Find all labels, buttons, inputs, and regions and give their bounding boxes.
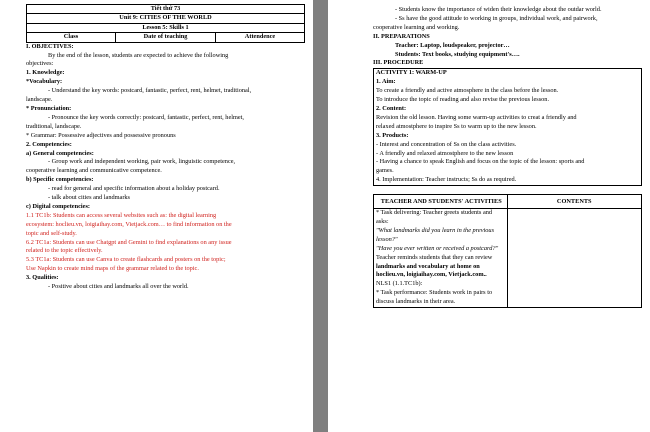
text-line: - Positive about cities and landmarks all over the world. (48, 283, 189, 291)
document-page-left (0, 0, 313, 432)
text-line: - talk about cities and landmarks (48, 194, 131, 202)
digital-competency-line: Use Napkin to create mind maps of the grammar related to the topic. (26, 265, 199, 273)
document-page-right (328, 0, 650, 432)
pronunciation-heading: * Pronunciation: (26, 104, 72, 112)
activities-table-body (373, 209, 642, 308)
text-line: - read for general and specific information about a holiday postcard. (48, 185, 220, 193)
implementation-line: 4. Implementation: Teacher instructs; Ss do as required. (376, 176, 517, 184)
digital-competency-line: related to the topic effectively. (26, 247, 103, 255)
text-line: - Ss have the good attitude to working in groups, individual work, and pairwork, (395, 14, 598, 22)
grammar-line: * Grammar: Possessive adjectives and possessive pronouns (26, 131, 176, 139)
lesson-cell: Lesson 5: Skills 1 (27, 23, 305, 32)
text-line: Revision the old lesson. Having some warm-up activities to creat a friendly and (376, 113, 577, 121)
text-line: landscape. (26, 96, 53, 104)
contents-cell (508, 209, 642, 307)
contents-header: CONTENTS (556, 198, 592, 206)
procedure-heading: III. PROCEDURE (373, 59, 424, 67)
task-line: Teacher reminds students that they can review (376, 253, 493, 261)
activities-table-header (373, 194, 642, 209)
question-line: "Have you ever written or received a postcard?" (376, 244, 499, 252)
competencies-heading: 2. Competencies: (26, 140, 72, 148)
text-line: - Interest and concentration of Ss on the class activities. (376, 140, 517, 148)
date-column-header: Date of teaching (115, 33, 215, 42)
attendance-column-header: Attendence (216, 33, 305, 42)
task-line: asks: (376, 218, 389, 226)
qualities-heading: 3. Qualities: (26, 274, 59, 282)
text-line: relaxed atmostphere to inspire Ss to warm up to the new lesson. (376, 122, 537, 130)
text-line: - Students know the importance of widen their knowledge about the outdar world. (395, 6, 602, 13)
vocabulary-heading: *Vocabulary: (26, 78, 63, 86)
content-heading: 2. Content: (376, 104, 407, 112)
digital-competencies-heading: c) Digital competencies: (26, 202, 90, 210)
task-line: * Task performance: Students work in pairs to (376, 289, 493, 297)
text-line: To create a friendly and active atmosphere in the class before the lesson. (376, 87, 559, 95)
task-line: discuss landmarks in their area. (376, 298, 456, 306)
teacher-students-activities-header: TEACHER AND STUDENTS' ACTIVITIES (374, 195, 508, 208)
question-line: "What landmarks did you learn in the previous (376, 226, 495, 234)
text-line: - Having a chance to speak English and focus on the topic of the lesson: sports and (376, 158, 585, 166)
question-line: lesson?" (376, 235, 398, 243)
students-preparation-line: Students: Text books, studying equipment's…. (395, 50, 520, 58)
websites-line: hoclieu.vn, loigiaihay.com, Vietjack.com.. (376, 271, 487, 279)
text-line: games. (376, 167, 394, 175)
aim-heading: 1. Aim: (376, 78, 396, 86)
text-line: By the end of the lesson, students are expected to achieve the following (48, 51, 229, 59)
text-line: To introduce the topic of reading and also revise the previous lesson. (376, 96, 550, 104)
text-line: traditional, landscape. (26, 122, 82, 130)
objectives-heading: I. OBJECTIVES: (26, 42, 74, 50)
preparations-heading: II. PREPARATIONS (373, 32, 430, 40)
digital-competency-line: ecosystem: hoclieu.vn, loigiaihay.com, Vietjack.com… to find information on the (26, 220, 232, 228)
digital-competency-line: 6.2 TC1a: Students can use Chatgpt and Gemini to find explanations on any issue (26, 238, 232, 246)
activity-box (373, 68, 642, 186)
text-line: - A friendly and relaxed atmostphere to the new lesson (376, 149, 514, 157)
text-line: cooperative learning and communicative competence. (26, 167, 162, 175)
knowledge-heading: 1. Knowledge: (26, 69, 65, 77)
general-competencies-heading: a) General competencies: (26, 149, 94, 157)
text-line: - Understand the key words: postcard, fantastic, perfect, rent, helmet, traditional, (48, 87, 252, 95)
class-column-header: Class (27, 33, 116, 42)
period-cell: Tiết thứ 73 (27, 5, 305, 14)
teacher-preparation-line: Teacher: Laptop, loudspeaker, projector… (395, 41, 510, 49)
text-line: cooperative learning and working. (373, 23, 460, 31)
activity-title: ACTIVITY 1: WARM-UP (376, 69, 447, 77)
text-line: - Pronounce the key words correctly: postcard, fantastic, perfect, rent, helmet, (48, 113, 245, 121)
digital-competency-line: 5.3 TC1a: Students can use Canva to create flashcards and posters on the topic; (26, 256, 226, 264)
nls-line: NLS1 (1.1.TC1b): (376, 280, 423, 288)
text-line: objectives: (26, 60, 54, 68)
lesson-header-table (26, 4, 305, 43)
task-line: * Task delivering: Teacher greets students and (376, 209, 493, 217)
specific-competencies-heading: b) Specific competencies: (26, 176, 94, 184)
teacher-students-activities-cell (374, 209, 508, 307)
unit-cell: Unit 9: CITIES OF THE WORLD (27, 14, 305, 23)
digital-competency-line: 1.1 TC1b: Students can access several websites such as: the digital learning (26, 211, 217, 219)
text-line: - Group work and independent working, pair work, linguistic competence, (48, 158, 236, 166)
digital-competency-line: topic and self-study. (26, 229, 77, 237)
products-heading: 3. Products: (376, 131, 409, 139)
task-line: landmarks and vocabulary at home on (376, 262, 480, 270)
